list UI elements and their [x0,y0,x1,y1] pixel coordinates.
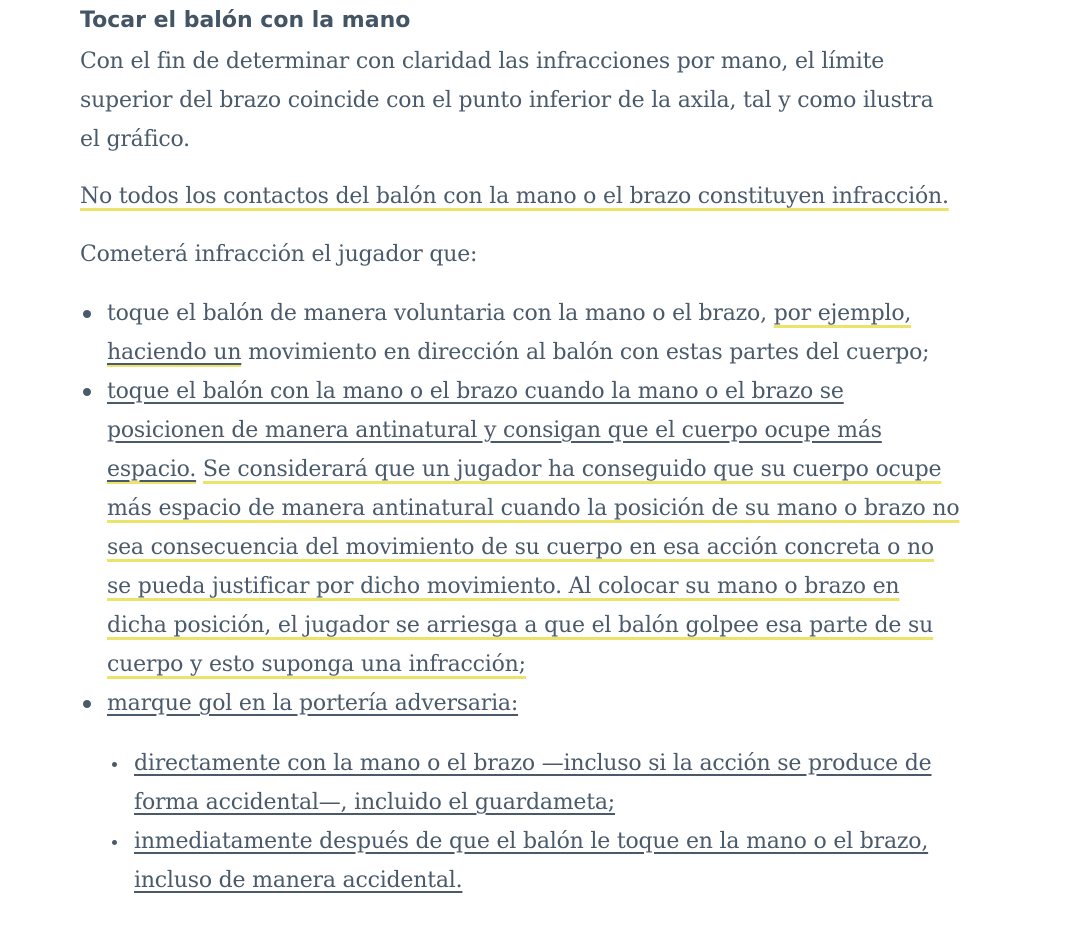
bullet-1-text: movimiento en dirección al balón con estas partes del cuerpo; [241,340,930,365]
bullet-2-line [107,450,941,489]
sub-bullet-2-line [134,822,928,861]
bullet-2-line [107,489,959,528]
bullet-icon [83,388,91,396]
offence-intro-paragraph: Cometerá infracción el jugador que: [80,242,478,267]
highlighted-text: cuerpo y esto suponga una infracción; [107,652,526,677]
sub-bullet-icon [112,840,117,845]
sub-bullet-2-line [134,861,462,900]
bullet-2-line [107,411,882,450]
bullet-2-line [107,645,526,684]
bullet-1-text: toque el balón de manera voluntaria con la mano o el brazo, [107,301,774,326]
bullet-icon [83,700,91,708]
highlighted-text: Se considerará que un jugador ha conseguido que su cuerpo ocupe [202,457,942,482]
underlined-text: espacio. [107,457,197,482]
section-heading: Tocar el balón con la mano [80,8,411,33]
underlined-text: haciendo un [107,340,242,365]
intro-line: superior del brazo coincide con el punto inferior de la axila, tal y como ilustra [80,88,934,113]
highlighted-text: sea consecuencia del movimiento de su cuerpo en esa acción concreta o no [107,535,934,560]
underlined-text: marque gol en la portería adversaria: [107,691,519,716]
bullet-icon [83,310,91,318]
bullet-2-line [107,606,933,645]
underlined-text: forma accidental—, incluido el guardameta; [134,790,615,815]
intro-line: el gráfico. [80,127,190,152]
bullet-3-line [107,684,518,723]
underlined-text: toque el balón con la mano o el brazo cuando la mano o el brazo se [107,379,844,404]
underlined-text: inmediatamente después de que el balón le toque en la mano o el brazo, [134,829,929,854]
highlighted-text: No todos los contactos del balón con la mano o el brazo constituyen infracción. [80,184,949,209]
sub-bullet-icon [112,762,117,767]
bullet-1-line [107,333,929,372]
intro-line: Con el fin de determinar con claridad las infracciones por mano, el límite [80,49,885,74]
bullet-2-line [107,567,899,606]
underlined-text: posicionen de manera antinatural y consigan que el cuerpo ocupe más [107,418,882,443]
bullet-2-line [107,528,934,567]
underlined-text: incluso de manera accidental. [134,868,463,893]
highlighted-text: por ejemplo, [773,301,912,326]
bullet-1-line [107,294,911,333]
sub-bullet-1-line [134,744,932,783]
highlighted-text: se pueda justificar por dicho movimiento. Al colocar su mano o brazo en [107,574,900,599]
space [196,457,203,482]
bullet-2-line [107,372,844,411]
sub-bullet-1-line [134,783,615,822]
not-all-contacts-paragraph [80,177,949,216]
underlined-text: directamente con la mano o el brazo —incluso si la acción se produce de [134,751,932,776]
highlighted-text: más espacio de manera antinatural cuando la posición de su mano o brazo no [107,496,960,521]
highlighted-text: dicha posición, el jugador se arriesga a que el balón golpee esa parte de su [107,613,934,638]
